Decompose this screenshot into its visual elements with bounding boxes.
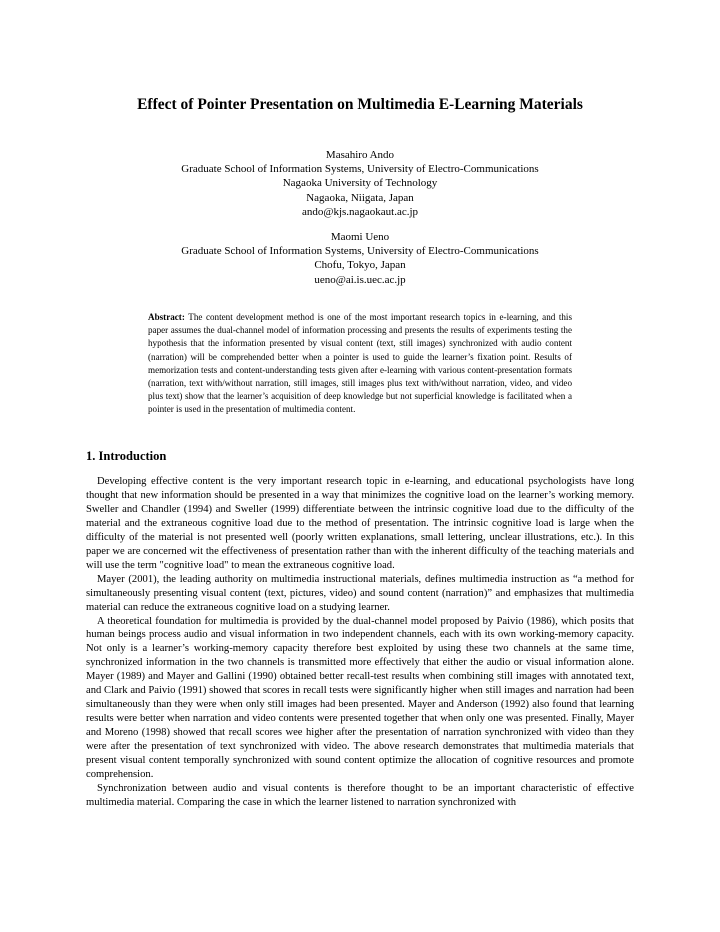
author-affiliation: Nagaoka University of Technology [282, 177, 438, 190]
body-paragraph: A theoretical foundation for multimedia is provided by the dual-channel model proposed by Paivio (1986), which posits that human beings process audio and visual information in two independent channels, each with its own working-memory capacity. Not only is a learner’s working-memory capacity therefore best exploited by using these two channels at the same time, synchronized information in the two channels is transmitted more effectively that either the audio or visual information alone. Mayer (1989) and Mayer and Gallini (1990) obtained better recall-test results when combining still images with annotated text, and Clark and Paivio (1991) showed that scores in recall tests were significantly higher when still images and narration had been simultaneously than they were when only still images had been presented. Mayer and Anderson (1992) also found that learning results were better when narration and video contents were presented together that when only one was presented. Finally, Mayer and Moreno (1998) showed that recall scores wee higher after the presentation of narration synchronized with video than they were after the presentation of text synchronized with video. The above research demonstrates that multimedia materials that present visual content temporally synchronized with sound content optimize the allocation of cognitive resources and promote comprehension. [86, 615, 634, 781]
author-name: Masahiro Ando [325, 149, 395, 161]
abstract [148, 311, 572, 417]
paper-title: Effect of Pointer Presentation on Multimedia E-Learning Materials [137, 96, 583, 113]
body-paragraph: Developing effective content is the very important research topic in e-learning, and educational psychologists have long thought that new information should be presented in a way that minimizes the cognitive load on the learner’s working memory. Sweller and Chandler (1994) and Sweller (1999) differentiate between the intrinsic cognitive load due to the difficulty of the material and the extraneous cognitive load due to the method of presentation. The intrinsic cognitive load is large when the difficulty of the material is not presented well (poorly written explanations, small lettering, unclear illustrations, etc.). In this paper we are concerned wit the effectiveness of presentation rather than with the inherent difficulty of the teaching materials and will use the term "cognitive load" to mean the extraneous cognitive load. [86, 476, 634, 571]
author-affiliation: Graduate School of Information Systems, University of Electro-Communications [181, 163, 539, 176]
author-email: ando@kjs.nagaokaut.ac.jp [301, 205, 419, 218]
abstract-label: Abstract: [148, 312, 185, 322]
body-paragraph: Synchronization between audio and visual contents is therefore thought to be an important characteristic of effective multimedia material. Comparing the case in which the learner listened to narration synchronized with [86, 782, 634, 808]
author-name: Maomi Ueno [330, 231, 390, 243]
section-body [86, 475, 634, 810]
author-location: Chofu, Tokyo, Japan [314, 259, 406, 272]
section-heading: 1. Introduction [86, 449, 167, 463]
author-affiliation: Graduate School of Information Systems, University of Electro-Communications [181, 245, 539, 258]
abstract-text: The content development method is one of the most important research topics in e-learning, and this paper assumes the dual-channel model of information processing and presents the results of experiments testing the hypothesis that the information presented by visual content (text, still images) synchronized with audio content (narration) will be comprehended better when a pointer is used to guide the learner’s fixation point. Results of memorization tests and content-understanding tests given after e-learning with various content-presentation formats (narration, text with/without narration, still images, still images plus text with/without narration, video, and video plus text) show that the learner’s acquisition of deep knowledge but not superficial knowledge is facilitated when a pointer is used in the presentation of multimedia content. [148, 312, 572, 415]
author-block-1 [0, 148, 720, 219]
body-paragraph: Mayer (2001), the leading authority on multimedia instructional materials, defines multimedia instruction as “a method for simultaneously presenting visual content (text, pictures, video) and sound content (narration)” and emphasizes that multimedia material can reduce the extraneous cognitive load on a studying learner. [86, 573, 634, 613]
author-block-2 [0, 230, 720, 287]
author-location: Nagaoka, Niigata, Japan [306, 191, 414, 204]
author-email: ueno@ai.is.uec.ac.jp [314, 273, 406, 286]
